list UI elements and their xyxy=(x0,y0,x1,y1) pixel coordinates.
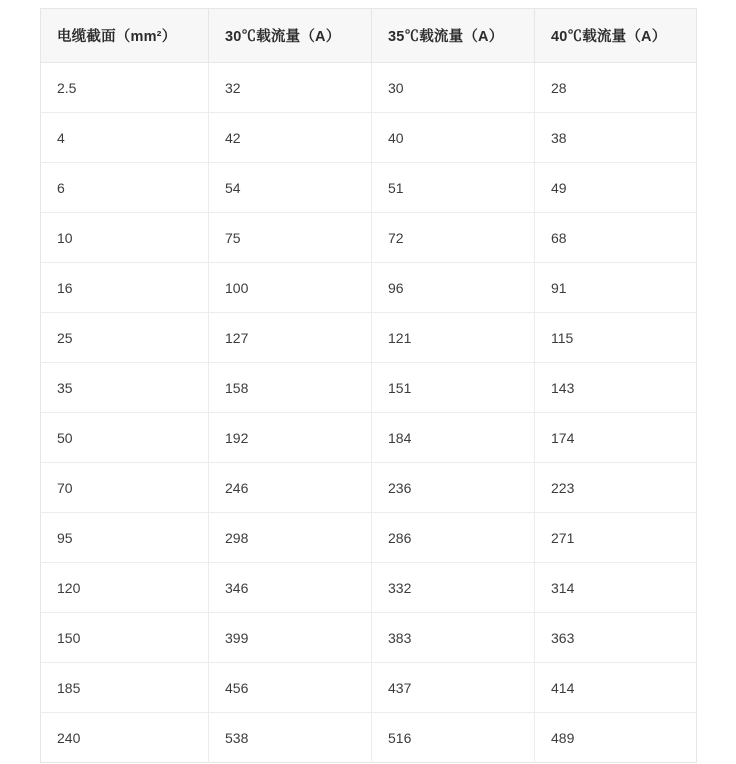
cell-cable-section: 2.5 xyxy=(41,63,209,113)
table-row xyxy=(41,63,697,113)
table-header-row xyxy=(41,9,697,63)
cell-cable-section: 6 xyxy=(41,163,209,213)
cell-ampacity-35c: 516 xyxy=(372,713,535,763)
cell-ampacity-40c: 414 xyxy=(535,663,697,713)
cell-ampacity-35c: 184 xyxy=(372,413,535,463)
column-header-ampacity-35c: 35℃载流量（A） xyxy=(372,9,535,63)
cell-ampacity-35c: 437 xyxy=(372,663,535,713)
cell-ampacity-35c: 72 xyxy=(372,213,535,263)
cell-ampacity-40c: 271 xyxy=(535,513,697,563)
cell-ampacity-35c: 96 xyxy=(372,263,535,313)
cell-ampacity-35c: 40 xyxy=(372,113,535,163)
cell-ampacity-40c: 91 xyxy=(535,263,697,313)
cell-ampacity-40c: 143 xyxy=(535,363,697,413)
table-row xyxy=(41,413,697,463)
table-row xyxy=(41,263,697,313)
cell-ampacity-30c: 32 xyxy=(209,63,372,113)
column-header-ampacity-40c: 40℃载流量（A） xyxy=(535,9,697,63)
table-row xyxy=(41,313,697,363)
cell-ampacity-40c: 174 xyxy=(535,413,697,463)
cell-ampacity-30c: 456 xyxy=(209,663,372,713)
table-header xyxy=(41,9,697,63)
cell-ampacity-35c: 332 xyxy=(372,563,535,613)
cell-cable-section: 4 xyxy=(41,113,209,163)
cell-ampacity-30c: 100 xyxy=(209,263,372,313)
cell-cable-section: 70 xyxy=(41,463,209,513)
cell-ampacity-35c: 121 xyxy=(372,313,535,363)
cell-ampacity-35c: 51 xyxy=(372,163,535,213)
table-body xyxy=(41,63,697,763)
cell-ampacity-40c: 115 xyxy=(535,313,697,363)
cell-ampacity-30c: 127 xyxy=(209,313,372,363)
column-header-cable-section: 电缆截面（mm²） xyxy=(41,9,209,63)
cell-cable-section: 185 xyxy=(41,663,209,713)
table-row xyxy=(41,563,697,613)
cell-ampacity-35c: 236 xyxy=(372,463,535,513)
cell-ampacity-30c: 75 xyxy=(209,213,372,263)
cell-ampacity-40c: 38 xyxy=(535,113,697,163)
cell-cable-section: 35 xyxy=(41,363,209,413)
cell-cable-section: 50 xyxy=(41,413,209,463)
cell-ampacity-35c: 286 xyxy=(372,513,535,563)
cell-ampacity-30c: 158 xyxy=(209,363,372,413)
cell-ampacity-40c: 489 xyxy=(551,729,575,746)
cell-ampacity-40c: 363 xyxy=(535,613,697,663)
cell-cable-section: 95 xyxy=(41,513,209,563)
cell-ampacity-30c: 538 xyxy=(209,713,372,763)
table-row xyxy=(41,663,697,713)
cell-ampacity-30c: 192 xyxy=(209,413,372,463)
cell-ampacity-40c: 223 xyxy=(535,463,697,513)
cell-cable-section: 25 xyxy=(41,313,209,363)
cell-ampacity-30c: 54 xyxy=(209,163,372,213)
cell-cable-section: 16 xyxy=(41,263,209,313)
cell-ampacity-35c: 30 xyxy=(372,63,535,113)
cell-ampacity-30c: 246 xyxy=(209,463,372,513)
table-row xyxy=(41,713,697,763)
cell-ampacity-40c: 28 xyxy=(535,63,697,113)
table-row xyxy=(41,213,697,263)
cell-cable-section: 120 xyxy=(41,563,209,613)
table-row xyxy=(41,463,697,513)
cell-ampacity-30c: 346 xyxy=(209,563,372,613)
cell-cable-section: 150 xyxy=(41,613,209,663)
cell-ampacity-30c: 42 xyxy=(209,113,372,163)
cable-ampacity-table xyxy=(40,8,697,763)
table-row xyxy=(41,363,697,413)
table-row xyxy=(41,613,697,663)
table-row xyxy=(41,113,697,163)
cell-ampacity-35c: 151 xyxy=(372,363,535,413)
column-header-ampacity-30c: 30℃载流量（A） xyxy=(209,9,372,63)
cell-ampacity-40c: 68 xyxy=(535,213,697,263)
table-row xyxy=(41,163,697,213)
table-row xyxy=(41,513,697,563)
cell-cable-section: 10 xyxy=(41,213,209,263)
cell-ampacity-40c: 49 xyxy=(535,163,697,213)
cell-ampacity-35c: 383 xyxy=(372,613,535,663)
cell-cable-section: 240 xyxy=(41,713,209,763)
cell-ampacity-30c: 298 xyxy=(209,513,372,563)
cell-ampacity-30c: 399 xyxy=(209,613,372,663)
cell-ampacity-40c: 314 xyxy=(535,563,697,613)
